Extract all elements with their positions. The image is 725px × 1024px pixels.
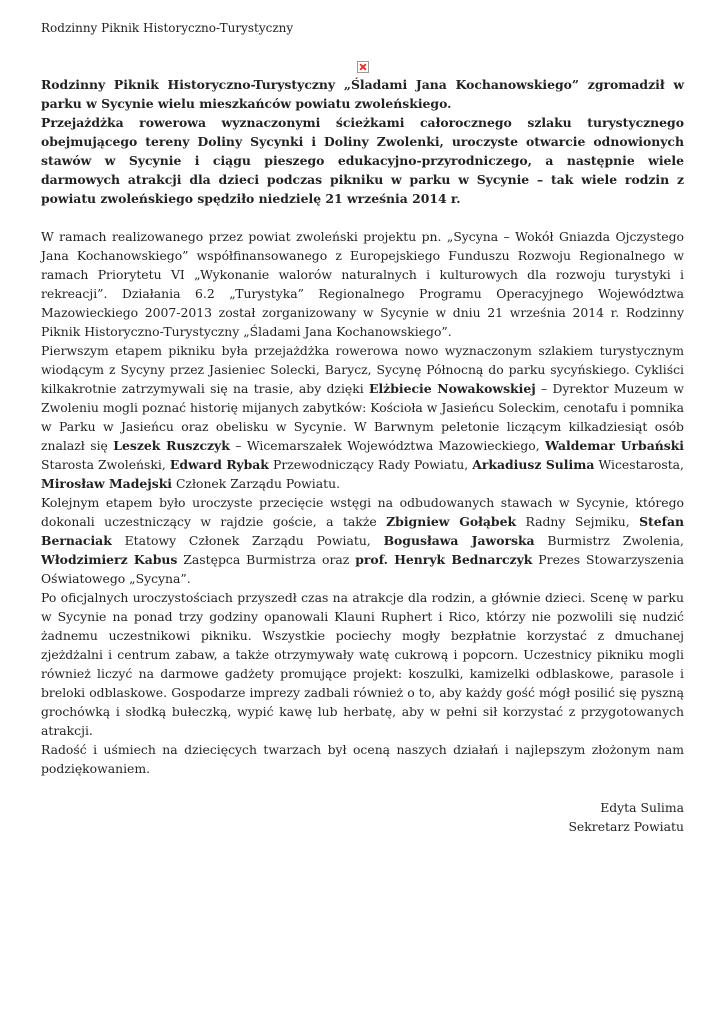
person-name: Edward Rybak (169, 457, 269, 472)
person-name: Mirosław Madejski (41, 476, 173, 491)
image-placeholder (41, 58, 684, 74)
person-name: Waldemar Urbański (545, 438, 685, 453)
paragraph-closing: Radość i uśmiech na dziecięcych twarzach był oceną naszych działań i najlepszym złożonym nam podziękowaniem. (41, 742, 684, 776)
person-name: Arkadiusz Sulima (472, 457, 595, 472)
lead-paragraph-1: Rodzinny Piknik Historyczno-Turystyczny „Śladami Jana Kochanowskiego” zgromadził w parku w Sycynie wielu mieszkańców powiatu zwoleńskiego. (41, 77, 684, 111)
paragraph-project: W ramach realizowanego przez powiat zwoleński projektu pn. „Sycyna – Wokół Gniazda Ojczystego Jana Kochanowskiego” współfinansowanego z Europejskiego Funduszu Rozwoju Regionalnego w ramach Priorytetu VI „Wykonanie walorów naturalnych i kulturowych dla rozwoju turystyki i rekreacji”. Działania 6.2 „Turystyka” Regionalnego Programu Operacyjnego Województwa Mazowieckiego 2007-2013 został zorganizowany w Sycynie w dniu 21 września 2014 r. Rodzinny Piknik Historyczno-Turystyczny „Śladami Jana Kochanowskiego”. (41, 229, 684, 339)
person-name: Bogusława Jaworska (383, 533, 535, 548)
signature-block (41, 798, 684, 836)
document-page (41, 20, 684, 836)
broken-image-icon (357, 61, 369, 73)
lead-paragraph-2: Przejażdżka rowerowa wyznaczonymi ścieżkami całorocznego szlaku turystycznego obejmującego tereny Doliny Sycynki i Doliny Zwolenki, uroczyste otwarcie odnowionych stawów w Sycynie i ciągu pieszego edukacyjno-przyrodniczego, a następnie wiele darmowych atrakcji dla dzieci podczas pikniku w parku w Sycynie – tak wiele rodzin z powiatu zwoleńskiego spędziło niedzielę 21 września 2014 r. (41, 115, 684, 206)
person-name: Leszek Ruszczyk (113, 438, 230, 453)
person-name: Elżbiecie Nowakowskiej (369, 381, 536, 396)
person-name: Stefan Bernaciak (41, 514, 685, 548)
paragraph-ribbon-cutting: Kolejnym etapem było uroczyste przecięcie wstęgi na odbudowanych stawach w Sycynie, którego dokonali uczestniczący w rajdzie goście, a także Zbigniew Gołąbek Radny Sejmiku, Stefan Bernaciak Etatowy Członek Zarządu Powiatu, Bogusława Jaworska Burmistrz Zwolenia, Włodzimierz Kabus Zastępca Burmistrza oraz prof. Henryk Bednarczyk Prezes Stowarzyszenia Oświatowego „Sycyna”. (41, 495, 685, 586)
person-name: Włodzimierz Kabus (41, 552, 178, 567)
paragraph-bike-ride: Pierwszym etapem pikniku była przejażdżka rowerowa nowo wyznaczonym szlakiem turystycznym wiodącym z Sycyny przez Jasieniec Solecki, Barycz, Sycynę Północną do parku sycyńskiego. Cykliści kilkakrotnie zatrzymywali się na trasie, aby dzięki Elżbiecie Nowakowskiej – Dyrektor Muzeum w Zwoleniu mogli poznać historię mijanych zabytków: Kościoła w Jasieńcu Soleckim, cenotafu i pomnika w Parku w Jasieńcu oraz obelisku w Sycynie. W Barwnym peletonie liczącym kilkadziesiąt osób znalazł się Leszek Ruszczyk – Wicemarszałek Województwa Mazowieckiego, Waldemar Urbański Starosta Zwoleński, Edward Rybak Przewodniczący Rady Powiatu, Arkadiusz Sulima Wicestarosta, Mirosław Madejski Członek Zarządu Powiatu. (41, 343, 685, 491)
person-name: Zbigniew Gołąbek (386, 514, 517, 529)
signature-title: Sekretarz Powiatu (568, 819, 684, 834)
page-header: Rodzinny Piknik Historyczno-Turystyczny (41, 21, 294, 35)
person-name: prof. Henryk Bednarczyk (355, 552, 533, 567)
signature-name: Edyta Sulima (600, 800, 684, 815)
paragraph-attractions: Po oficjalnych uroczystościach przyszedł czas na atrakcje dla rodzin, a głównie dzieci. Scenę w parku w Sycynie na ponad trzy godziny opanowali Klauni Ruphert i Rico, którzy nie pozwolili się nudzić żadnemu uczestnikowi pikniku. Wszystkie pociechy mogły bezpłatnie korzystać z dmuchanej zjeżdżalni i centrum zabaw, a także otrzymywały watę cukrową i popcorn. Uczestnicy pikniku mogli również liczyć na darmowe gadżety promujące projekt: koszulki, kamizelki odblaskowe, parasole i breloki odblaskowe. Gospodarze imprezy zadbali również o to, aby każdy gość mógł posilić się pyszną grochówką i słodką bułeczką, wypić kawę lub herbatę, aby w pełni sił korzystać z przygotowanych atrakcji. (41, 590, 684, 738)
